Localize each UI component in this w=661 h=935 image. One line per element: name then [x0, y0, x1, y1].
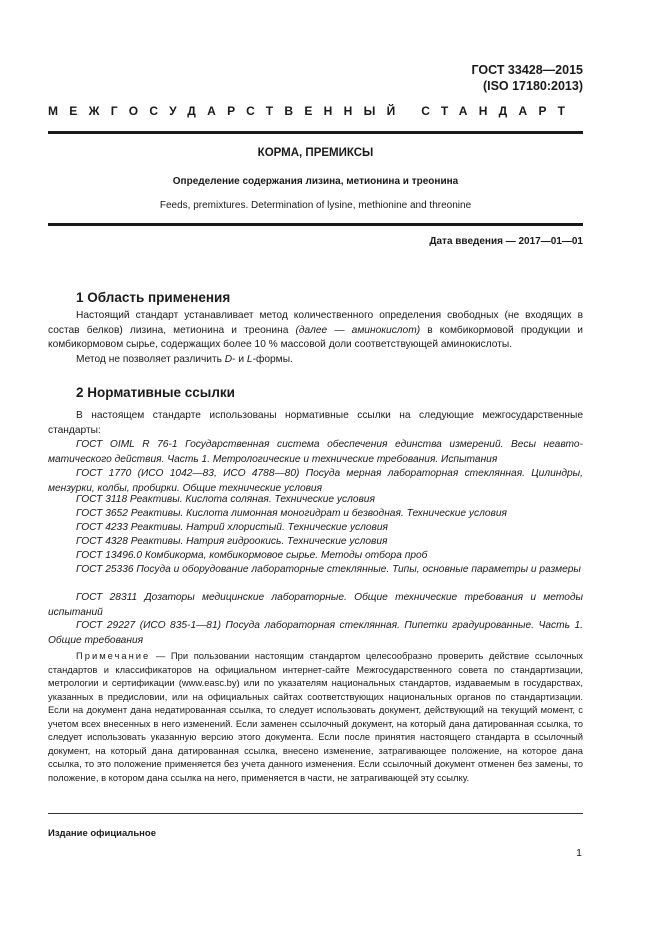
p2-text-a: Метод не позволяет различить	[76, 354, 225, 365]
introduction-date: Дата введения — 2017—01—01	[429, 236, 583, 247]
reference-item: ГОСТ 28311 Дозаторы медицинские лабораторные. Общие технические требования и методы испытаний	[48, 592, 583, 618]
reference-item: ГОСТ 4328 Реактивы. Натрия гидроокись. Технические условия	[76, 536, 388, 547]
gost-number: ГОСТ 33428—2015	[471, 63, 583, 77]
section-2-intro: В настоящем стандарте использованы нормативные ссылки на следующие межгосударственные стандарты:	[48, 410, 583, 436]
page-number: 1	[576, 847, 582, 859]
footer-divider	[48, 813, 583, 814]
reference-item: ГОСТ 13496.0 Комбикорма, комбикормовое сырье. Методы отбора проб	[76, 550, 428, 561]
reference-item: ГОСТ 4233 Реактивы. Натрий хлористый. Технические условия	[76, 522, 388, 533]
reference-item: ГОСТ 3652 Реактивы. Кислота лимонная моногидрат и безводная. Технические условия	[76, 508, 507, 519]
section-1-paragraph-2	[48, 353, 583, 368]
normative-note	[48, 649, 583, 784]
p1-text-b: в комбикормовой продукции и комбикормовом сырье, содержащих более 10 % массовой доли соответствующей аминокислоты.	[48, 324, 583, 350]
top-divider	[48, 131, 583, 134]
document-subtitle-en: Feeds, premixtures. Determination of lysine, methionine and threonine	[159, 200, 472, 211]
iso-number: (ISO 17180:2013)	[482, 79, 583, 93]
section-2-heading: 2 Нормативные ссылки	[76, 385, 235, 400]
title-divider	[48, 223, 583, 226]
p2-text-mid: - и	[232, 354, 247, 365]
note-label: Примечание	[76, 650, 151, 661]
p2-text-b: -формы.	[252, 354, 293, 365]
section-1-heading: 1 Область применения	[76, 290, 231, 305]
document-subtitle-ru: Определение содержания лизина, метионина и треонина	[172, 176, 459, 187]
note-text: — При пользовании настоящим стандартом целесообразно проверить действие ссылочных стандартов и классификаторов на официальном интернет-сайте Межгосударственного совета по стандартизации, метрологии и сертификации (www.easc.by) или по указателям национальных стандартов, издаваемым в государствах, указанных в предисловии, или на официальных сайтах соответствующих национальных органов по стандартизации. Если на документ дана недатированная ссылка, то следует использовать документ, действующий на текущий момент, с учетом всех внесенных в него изменений. Если заменен ссылочный документ, на который дана датированная ссылка, то следует использовать указанную версию этого документа. Если после принятия настоящего стандарта в ссылочный документ, на который дана датированная ссылка, внесено изменение, затрагивающее положение, на которое дана ссылка, то это положение применяется без учета данного изменения. Если ссылочный документ отменен без замены, то положение, в котором дана ссылка на него, применяется в части, не затрагивающей эту ссылку.	[48, 650, 583, 783]
reference-item: ГОСТ 3118 Реактивы. Кислота соляная. Технические условия	[76, 494, 375, 505]
standard-type-banner: МЕЖГОСУДАРСТВЕННЫЙ СТАНДАРТ	[48, 104, 577, 118]
reference-item: ГОСТ 25336 Посуда и оборудование лабораторные стеклянные. Типы, основные параметры и размеры	[76, 564, 581, 575]
section-1-paragraph-1	[48, 309, 583, 353]
document-title: КОРМА, ПРЕМИКСЫ	[257, 147, 374, 159]
p1-text-a: Настоящий стандарт устанавливает метод количественного определения свободных (не входящих в состав белков) лизина, метионина и треонина	[48, 310, 583, 336]
p1-text-italic: (далее — аминокислот)	[295, 324, 421, 336]
p2-d-form: D	[224, 354, 233, 365]
reference-item: ГОСТ 1770 (ИСО 1042—83, ИСО 4788—80) Посуда мерная лабораторная стеклянная. Цилиндры, мензурки, колбы, пробирки. Общие технические условия	[48, 468, 583, 494]
reference-item: ГОСТ OIML R 76-1 Государственная система обеспечения единства измерений. Весы неавтоматического действия. Часть 1. Метрологические и технические требования. Испытания	[48, 439, 583, 465]
p2-l-form: L	[246, 354, 253, 365]
document-number-block	[471, 62, 583, 94]
reference-item: ГОСТ 29227 (ИСО 835-1—81) Посуда лабораторная стеклянная. Пипетки градуированные. Часть 1. Общие требования	[48, 620, 583, 646]
edition-label: Издание официальное	[48, 828, 156, 839]
